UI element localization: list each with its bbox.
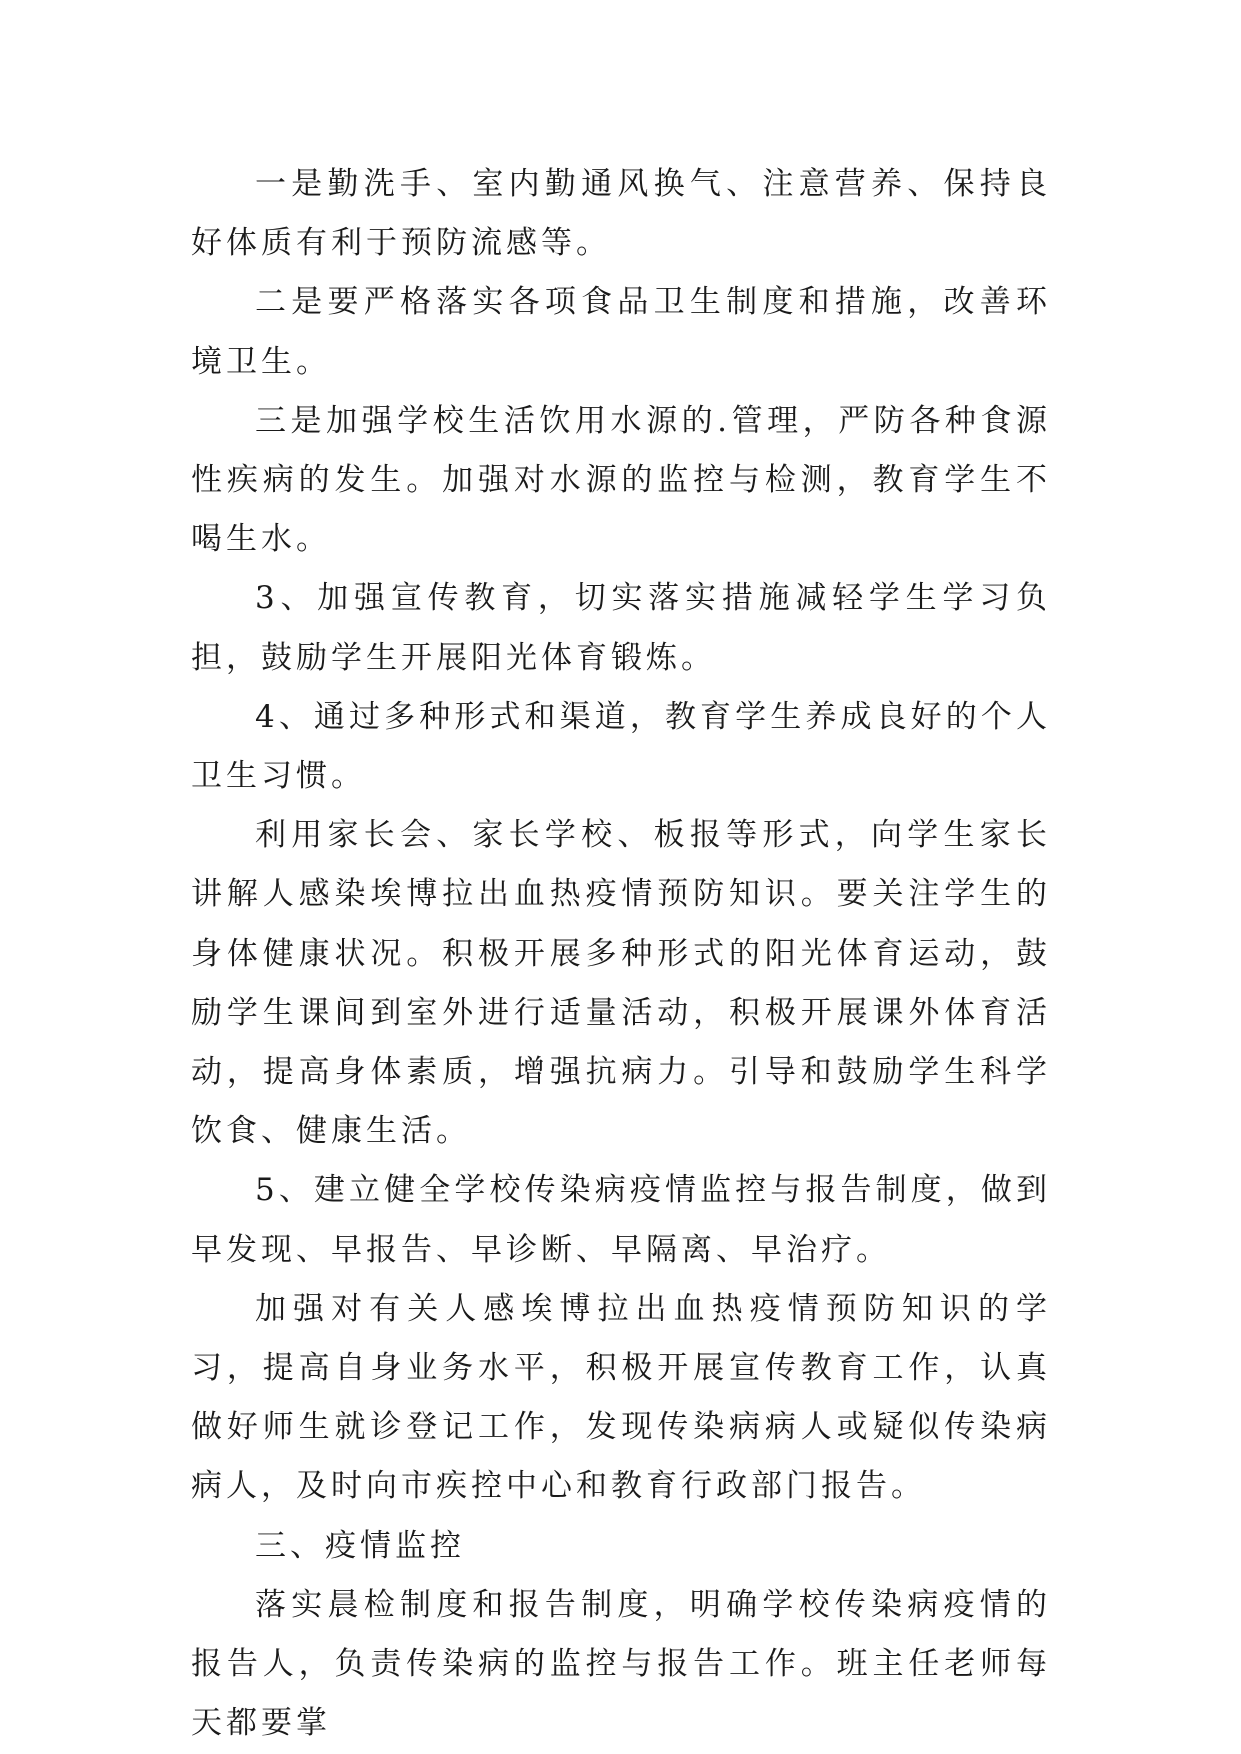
paragraph-water-source: 三是加强学校生活饮用水源的.管理，严防各种食源性疾病的发生。加强对水源的监控与检测，教育学生不喝生水。 <box>191 402 1051 558</box>
paragraph-parent-outreach: 利用家长会、家长学校、板报等形式，向学生家长讲解人感染埃博拉出血热疫情预防知识。要关注学生的身体健康状况。积极开展多种形式的阳光体育运动，鼓励学生课间到室外进行适量活动，积极开展课外体育活动，提高身体素质，增强抗病力。引导和鼓励学生科学饮食、健康生活。 <box>191 817 1051 1150</box>
paragraph-personal-hygiene: 4、通过多种形式和渠道，教育学生养成良好的个人卫生习惯。 <box>191 698 1051 795</box>
paragraph-staff-training: 加强对有关人感埃博拉出血热疫情预防知识的学习，提高自身业务水平，积极开展宣传教育工作，认真做好师生就诊登记工作，发现传染病病人或疑似传染病病人，及时向市疾控中心和教育行政部门报告。 <box>191 1290 1051 1505</box>
paragraph-morning-check: 落实晨检制度和报告制度，明确学校传染病疫情的报告人，负责传染病的监控与报告工作。班主任老师每天都要掌 <box>191 1586 1051 1742</box>
document-body <box>191 155 1051 1753</box>
paragraph-publicity-education: 3、加强宣传教育，切实落实措施减轻学生学习负担，鼓励学生开展阳光体育锻炼。 <box>191 580 1051 676</box>
section-heading-epidemic-monitoring: 三、疫情监控 <box>255 1527 465 1564</box>
paragraph-food-safety: 二是要严格落实各项食品卫生制度和措施，改善环境卫生。 <box>191 284 1051 380</box>
paragraph-reporting-system: 5、建立健全学校传染病疫情监控与报告制度，做到早发现、早报告、早诊断、早隔离、早治疗。 <box>191 1172 1051 1268</box>
paragraph-hygiene-habits: 一是勤洗手、室内勤通风换气、注意营养、保持良好体质有利于预防流感等。 <box>191 166 1051 262</box>
